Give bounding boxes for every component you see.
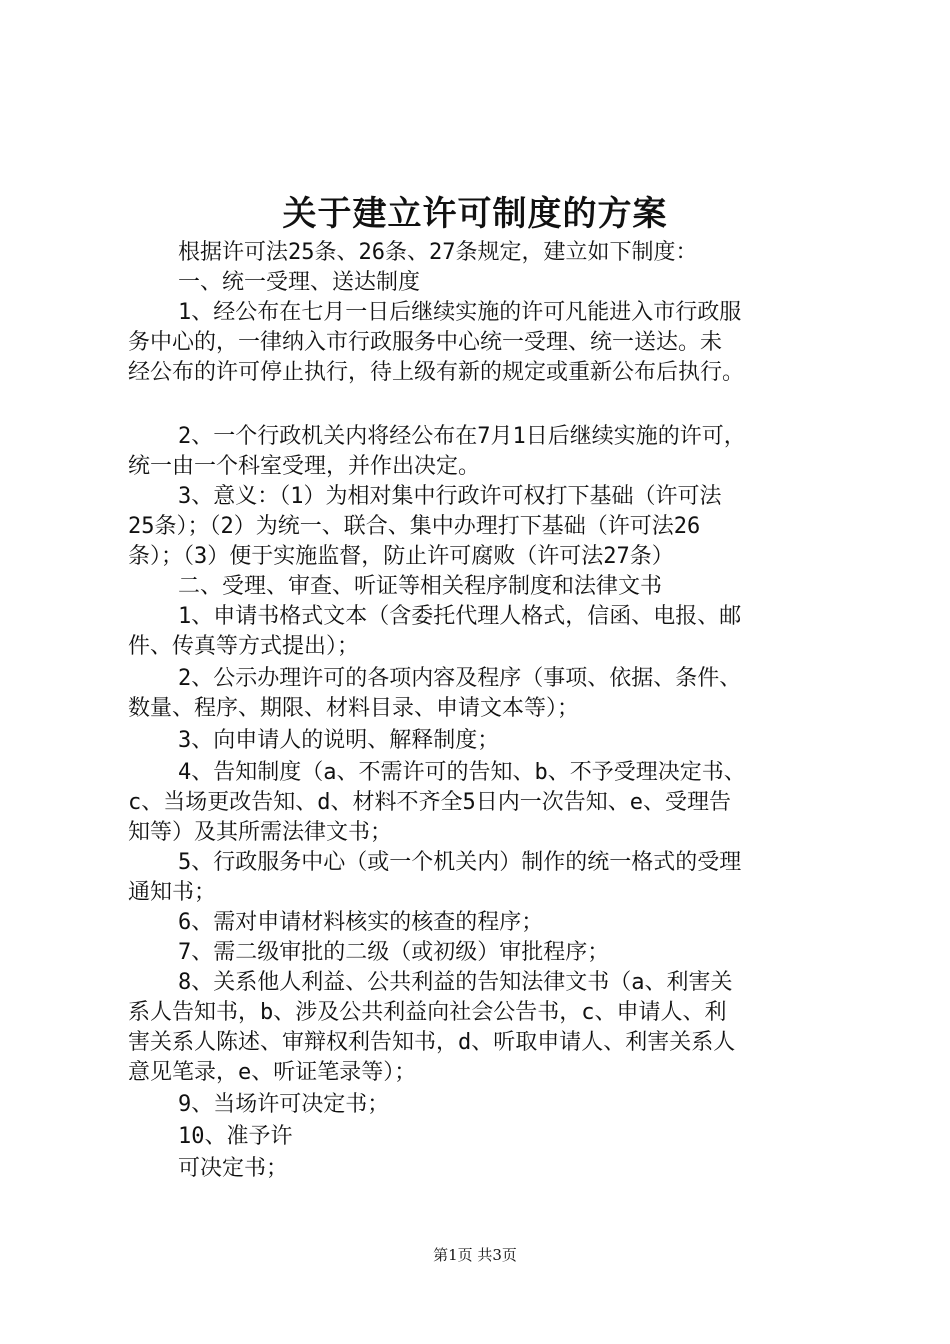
paragraph-line: 务中心的，一律纳入市行政服务中心统一受理、统一送达。未: [128, 330, 723, 355]
paragraph-line: 6、需对申请材料核实的核查的程序；: [178, 910, 544, 935]
paragraph-line: 可决定书；: [178, 1156, 289, 1181]
paragraph-line: 1、申请书格式文本（含委托代理人格式，信函、电报、邮: [178, 604, 742, 629]
paragraph-line: 数量、程序、期限、材料目录、申请文本等）；: [128, 696, 580, 721]
paragraph-line: 2、公示办理许可的各项内容及程序（事项、依据、条件、: [178, 666, 742, 691]
document-title: 关于建立许可制度的方案: [282, 194, 668, 234]
paragraph-line: 经公布的许可停止执行，待上级有新的规定或重新公布后执行。: [128, 360, 745, 385]
paragraph-line: 4、告知制度（a、不需许可的告知、b、不予受理决定书、: [178, 760, 746, 785]
paragraph-line: 统一由一个科室受理，并作出决定。: [128, 454, 481, 479]
paragraph-line: 9、当场许可决定书；: [178, 1092, 390, 1117]
paragraph-line: 意见笔录，e、听证笔录等）；: [128, 1060, 417, 1085]
paragraph-line: 根据许可法25条、26条、27条规定，建立如下制度：: [178, 240, 698, 265]
paragraph-line: 10、准予许: [178, 1124, 293, 1149]
section-heading: 二、受理、审查、听证等相关程序制度和法律文书: [178, 574, 663, 599]
section-heading: 一、统一受理、送达制度: [178, 270, 421, 295]
paragraph-line: 3、向申请人的说明、解释制度；: [178, 728, 500, 753]
paragraph-line: 系人告知书，b、涉及公共利益向社会公告书，c、申请人、利: [128, 1000, 727, 1025]
page-footer: 第1页 共3页: [433, 1246, 517, 1264]
paragraph-line: 7、需二级审批的二级（或初级）审批程序；: [178, 940, 610, 965]
paragraph-line: 件、传真等方式提出）；: [128, 634, 360, 659]
paragraph-line: 3、意义：（1）为相对集中行政许可权打下基础（许可法: [178, 484, 722, 509]
paragraph-line: 通知书；: [128, 880, 217, 905]
paragraph-line: 25条）；（2）为统一、联合、集中办理打下基础（许可法26: [128, 514, 701, 539]
paragraph-line: 条）；（3）便于实施监督，防止许可腐败（许可法27条）: [128, 544, 674, 569]
paragraph-line: 1、经公布在七月一日后继续实施的许可凡能进入市行政服: [178, 300, 742, 325]
paragraph-line: 8、关系他人利益、公共利益的告知法律文书（a、利害关: [178, 970, 733, 995]
paragraph-line: 知等）及其所需法律文书；: [128, 820, 393, 845]
paragraph-line: 2、一个行政机关内将经公布在7月1日后继续实施的许可，: [178, 424, 746, 449]
paragraph-line: 害关系人陈述、审辩权利告知书，d、听取申请人、利害关系人: [128, 1030, 736, 1055]
paragraph-line: c、当场更改告知、d、材料不齐全5日内一次告知、e、受理告: [128, 790, 731, 815]
paragraph-line: 5、行政服务中心（或一个机关内）制作的统一格式的受理: [178, 850, 742, 875]
